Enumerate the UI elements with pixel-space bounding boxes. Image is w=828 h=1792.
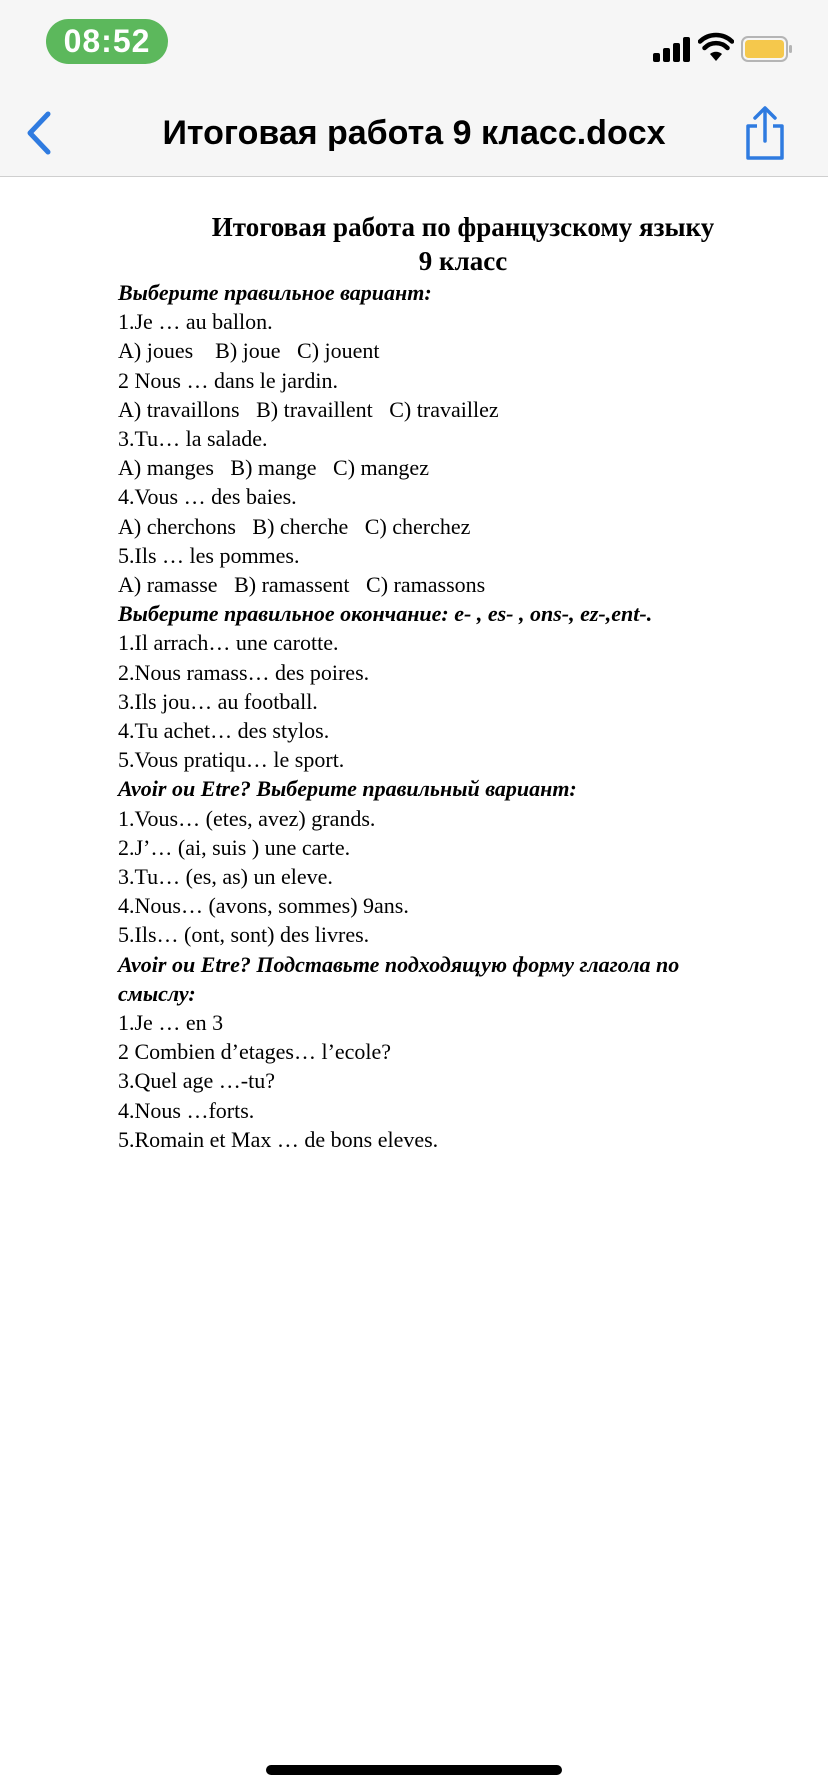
doc-title-line-1: Итоговая работа по французскому языку: [211, 212, 715, 242]
battery-icon: [741, 36, 793, 62]
exercise-line: 5.Ils… (ont, sont) des livres.: [118, 922, 370, 948]
navigation-bar: [0, 94, 828, 177]
exercise-line: 4.Nous… (avons, sommes) 9ans.: [118, 893, 409, 919]
section-heading-continued: смыслу:: [118, 980, 196, 1006]
doc-title-line-2: 9 класс: [418, 246, 508, 276]
exercise-line: A) joues B) joue C) jouent: [118, 338, 380, 364]
exercise-line: A) manges B) mange C) mangez: [118, 455, 429, 481]
exercise-line: 2.Nous ramass… des poires.: [118, 659, 370, 685]
exercise-line: 2 Nous … dans le jardin.: [118, 367, 338, 393]
status-bar: [0, 0, 828, 94]
exercise-line: 5.Romain et Max … de bons eleves.: [118, 1126, 439, 1152]
section-heading: Avoir ou Etre? Подставьте подходящую форму глагола по: [118, 951, 680, 977]
section-heading: Выберите правильное окончание: e- , es- , ons-, ez-,ent-.: [118, 601, 653, 627]
back-chevron-icon[interactable]: [22, 108, 56, 158]
section-heading: Avoir ou Etre? Выберите правильный вариант:: [118, 776, 577, 802]
home-indicator[interactable]: [266, 1765, 562, 1775]
cellular-signal-icon: [653, 36, 691, 62]
exercise-line: 4.Vous … des baies.: [118, 484, 297, 510]
exercise-line: 5.Vous pratiqu… le sport.: [118, 747, 345, 773]
exercise-line: A) travaillons B) travaillent C) travaillez: [118, 396, 499, 422]
exercise-line: 1.Je … en 3: [118, 1010, 224, 1036]
exercise-line: 4.Tu achet… des stylos.: [118, 718, 330, 744]
exercise-line: 3.Tu… (es, as) un eleve.: [118, 864, 333, 890]
wifi-icon: [698, 32, 734, 62]
exercise-line: 2 Combien d’etages… l’ecole?: [118, 1039, 392, 1065]
share-icon[interactable]: [740, 106, 790, 162]
exercise-line: A) cherchons B) cherche C) cherchez: [118, 513, 471, 539]
exercise-line: 2.J’… (ai, suis ) une carte.: [118, 834, 351, 860]
status-time[interactable]: 08:52: [46, 19, 168, 64]
exercise-line: 1.Vous… (etes, avez) grands.: [118, 805, 376, 831]
exercise-line: 3.Quel age …-tu?: [118, 1068, 275, 1094]
exercise-line: 4.Nous …forts.: [118, 1097, 255, 1123]
exercise-line: 1.Je … au ballon.: [118, 309, 273, 335]
exercise-line: A) ramasse B) ramassent C) ramassons: [118, 572, 486, 598]
exercise-line: 3.Tu… la salade.: [118, 426, 268, 452]
exercise-line: 3.Ils jou… au football.: [118, 688, 318, 714]
document-page: [118, 210, 788, 1154]
section-heading: Выберите правильное вариант:: [118, 280, 432, 305]
exercise-line: 5.Ils … les pommes.: [118, 542, 300, 568]
document-title: Итоговая работа 9 класс.docx: [162, 114, 666, 152]
exercise-line: 1.Il arrach… une carotte.: [118, 630, 339, 656]
